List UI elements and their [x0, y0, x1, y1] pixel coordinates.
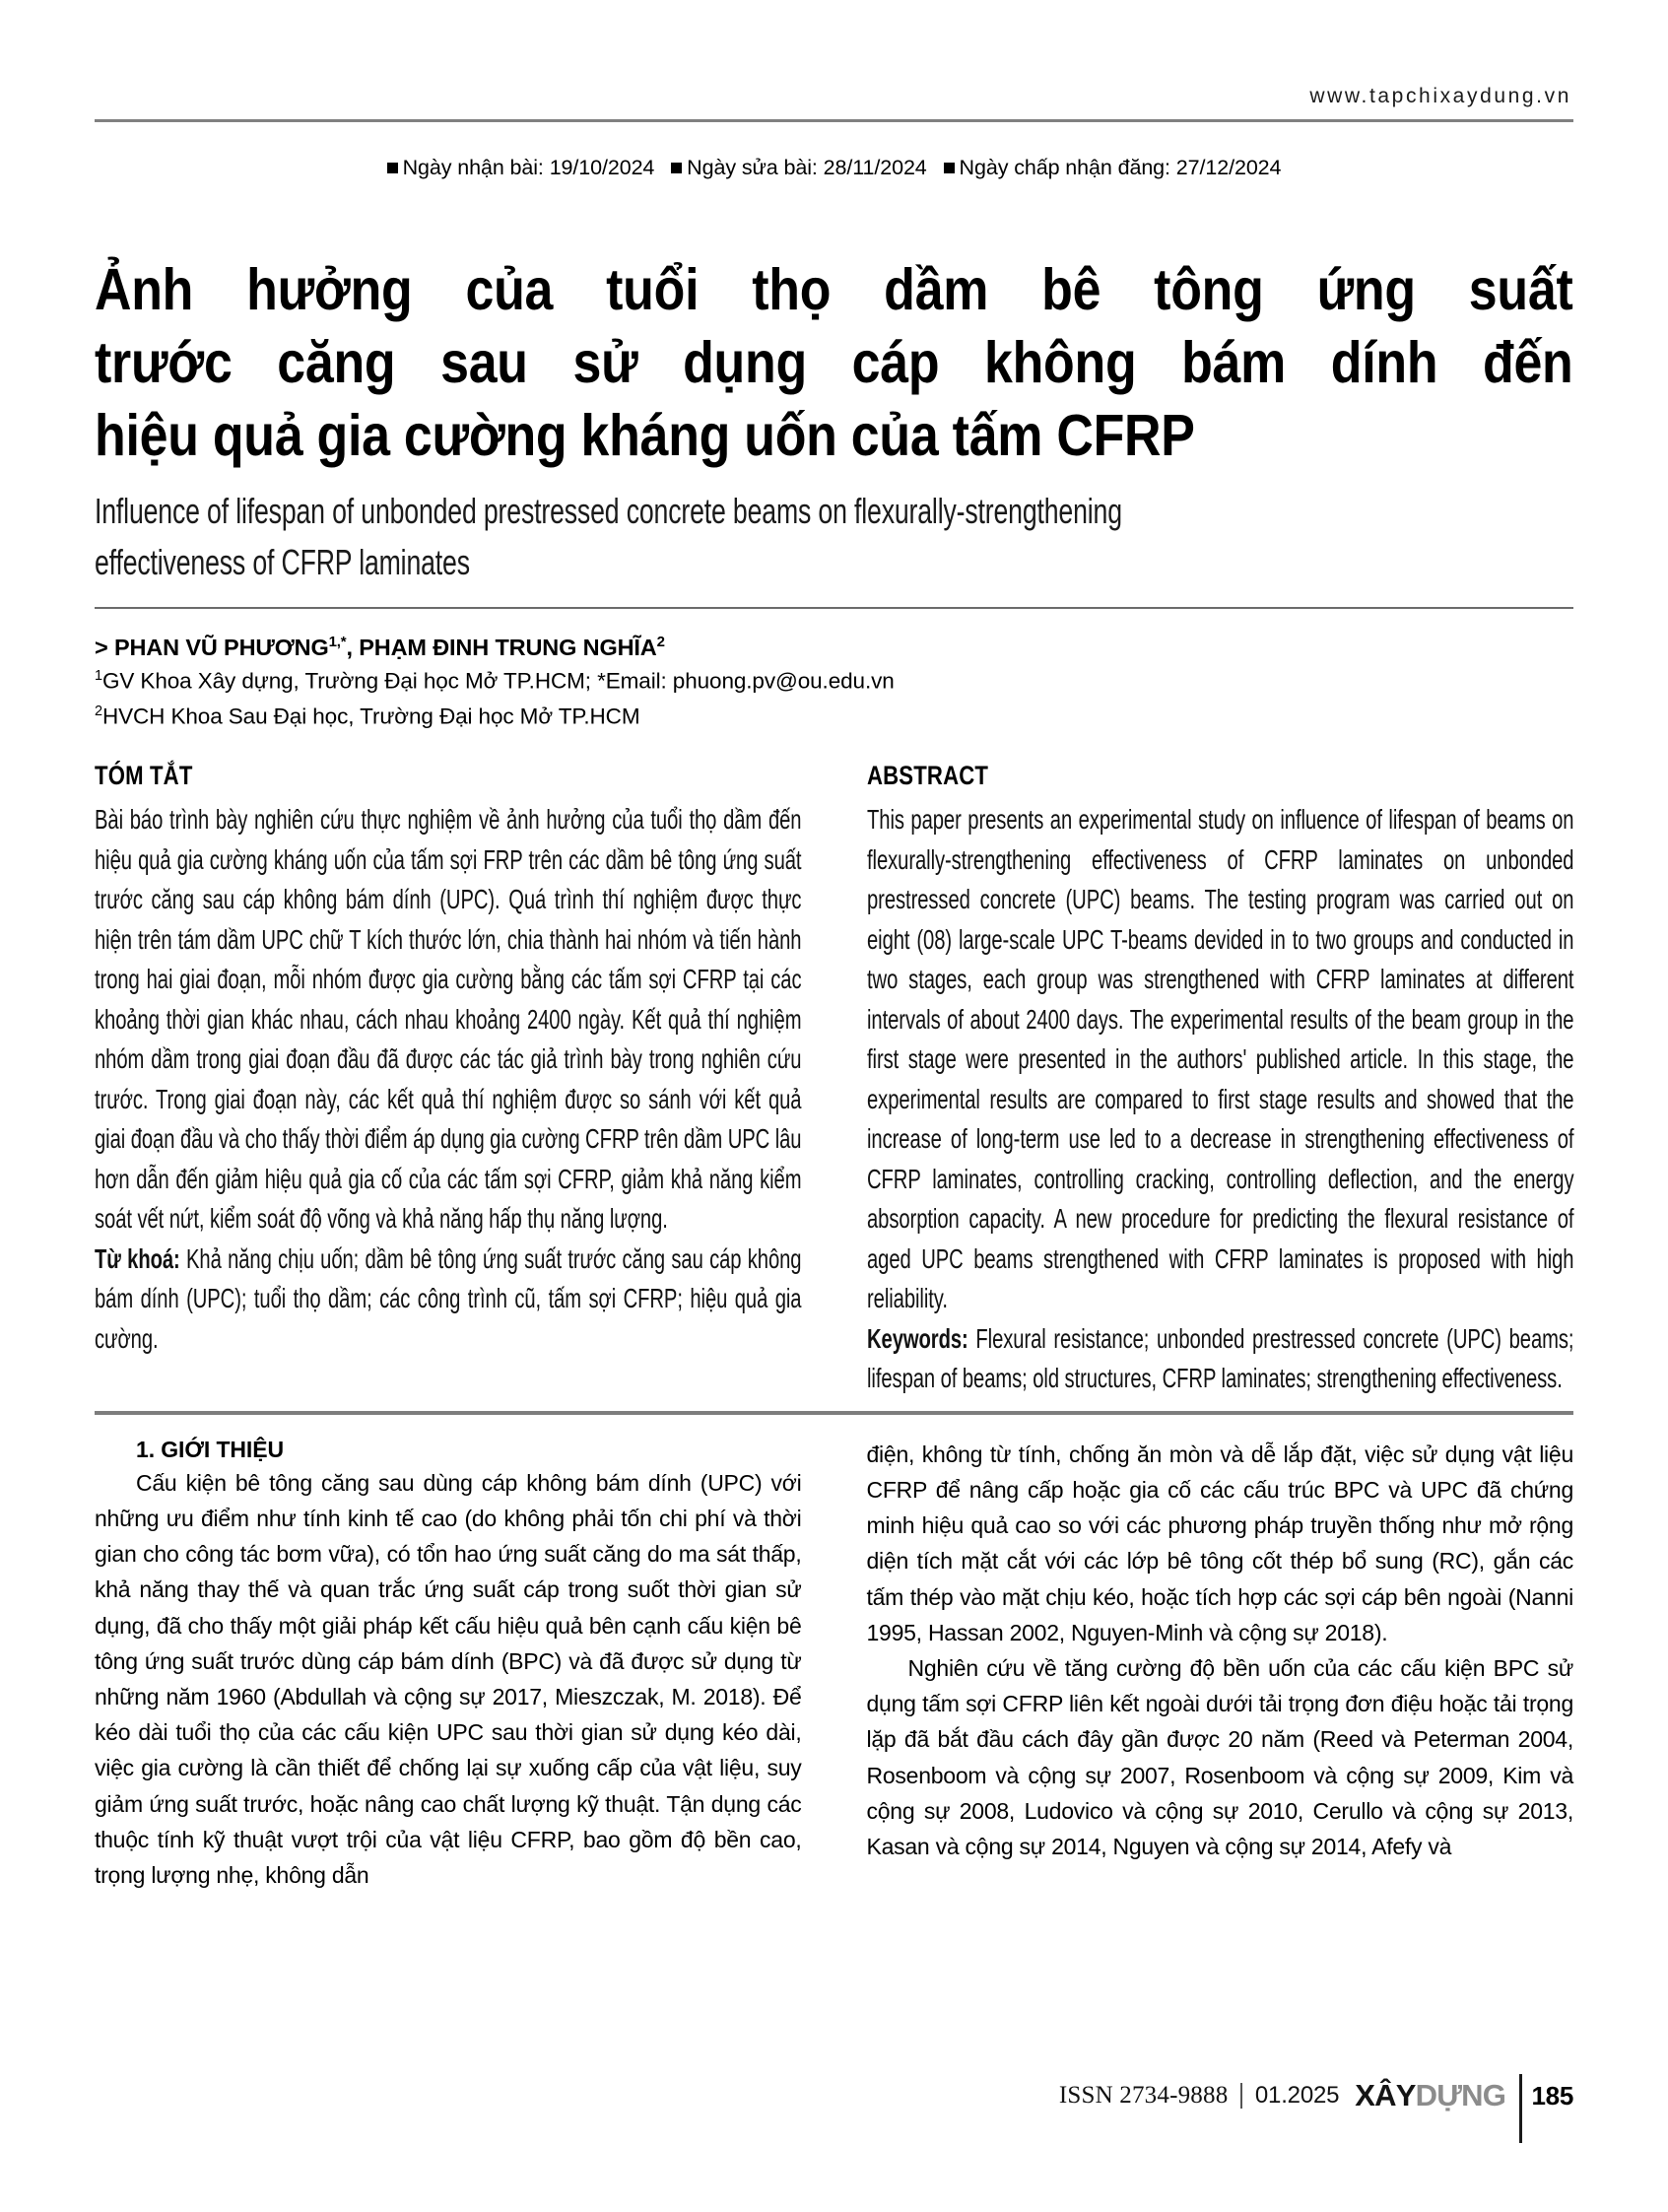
keywords-en [867, 1319, 1573, 1399]
article-title-vi [95, 253, 1573, 472]
title-vi-line-1: Ảnh hưởng của tuổi thọ dầm bê tông ứng suất [95, 257, 1573, 322]
bullet-square-icon [944, 163, 955, 173]
body-right-paragraph-2: Nghiên cứu về tăng cường độ bền uốn của các cấu kiện BPC sử dụng tấm sợi CFRP liên kết ngoài dưới tải trọng đơn điệu hoặc tải trọng lặp đã bắt đầu cách đây gần được 20 năm (Reed và Peterman 2004, Rosenboom và cộng sự 2007, Rosenboom và cộng sự 2009, Kim và cộng sự 2008, Ludovico và cộng sự 2010, Cerullo và cộng sự 2013, Kasan và cộng sự 2014, Nguyen và cộng sự 2014, Afefy và [866, 1655, 1573, 1860]
title-en-line-1: Influence of lifespan of unbonded prestressed concrete beams on flexurally-strengthening [95, 491, 1122, 531]
issn-text: ISSN 2734-9888 [1058, 2082, 1229, 2109]
author-name-separator: , PHẠM ĐINH TRUNG NGHĨA [346, 634, 657, 660]
affiliation-1-text: GV Khoa Xây dựng, Trường Đại học Mở TP.HCM; *Email: phuong.pv@ou.edu.vn [101, 668, 895, 694]
abstract-section [95, 761, 1573, 1399]
affiliation-1 [95, 661, 1573, 697]
affiliation-2-marker: 2 [95, 703, 102, 719]
abstract-vi-paragraph: Bài báo trình bày nghiên cứu thực nghiệm về ảnh hưởng của tuổi thọ dầm đến hiệu quả gia cường kháng uốn của tấm sợi FRP trên các dầm bê tông ứng suất trước căng sau cáp không bám dính (UPC). Quá trình thí nghiệm được thực hiện trên tám dầm UPC chữ T kích thước lớn, chia thành hai nhóm và tiến hành trong hai giai đoạn, mỗi nhóm được gia cường bằng các tấm sợi CFRP tại các khoảng thời gian khác nhau, cách nhau khoảng 2400 ngày. Kết quả thí nghiệm nhóm dầm trong giai đoạn đầu đã được các tác giả trình bày trong nghiên cứu trước. Trong giai đoạn này, các kết quả thí nghiệm được so sánh với kết quả giai đoạn đầu và cho thấy thời điểm áp dụng gia cường CFRP trên dầm UPC lâu hơn dẫn đến giảm hiệu quả gia cố của các tấm sợi CFRP, giảm khả năng kiểm soát vết nứt, kiểm soát độ võng và khả năng hấp thụ năng lượng. [95, 804, 802, 1235]
footer-separator [1240, 2083, 1242, 2109]
keywords-vi-text: Khả năng chịu uốn; dầm bê tông ứng suất trước căng sau cáp không bám dính (UPC); tuổi thọ dầm; các công trình cũ, tấm sợi CFRP; hiệu quả gia cường. [95, 1242, 802, 1354]
keywords-en-label: Keywords: [866, 1322, 968, 1354]
issue-date: 01.2025 [1254, 2082, 1340, 2109]
abstract-vi-heading: TÓM TẮT [95, 761, 193, 791]
abstract-en-heading: ABSTRACT [866, 761, 988, 791]
accepted-label: Ngày chấp nhận đăng: [959, 156, 1170, 179]
journal-logo-part-1: XÂY [1355, 2078, 1416, 2112]
masthead [95, 0, 1573, 108]
abstract-en-column [867, 761, 1574, 1399]
page-footer [1059, 2074, 1573, 2117]
title-en-line-2: effectiveness of CFRP laminates [95, 542, 470, 582]
header-divider [95, 119, 1573, 122]
title-block [95, 253, 1573, 588]
received-date: 19/10/2024 [549, 156, 655, 179]
journal-logo [1355, 2078, 1505, 2113]
keywords-en-text: Flexural resistance; unbonded prestressed concrete (UPC) beams; lifespan of beams; old structures, CFRP laminates; strengthening effectiveness. [866, 1322, 1573, 1394]
author-1-affil-marker: 1,* [328, 633, 347, 650]
keywords-vi-label: Từ khoá: [95, 1242, 180, 1274]
keywords-vi [95, 1240, 801, 1360]
revised-date: 28/11/2024 [823, 156, 927, 179]
revised-label: Ngày sửa bài: [687, 156, 818, 179]
journal-website-url: www.tapchixaydung.vn [1309, 85, 1571, 107]
author-names [95, 628, 1573, 662]
abstract-vi-column [95, 761, 802, 1399]
author-1-name: > PHAN VŨ PHƯƠNG [95, 634, 329, 660]
body-right-text [867, 1437, 1574, 1864]
affiliation-2-text: HVCH Khoa Sau Đại học, Trường Đại học Mở TP.HCM [101, 704, 640, 729]
abstract-divider [95, 1411, 1573, 1415]
bullet-square-icon [387, 163, 398, 173]
abstract-vi-body [95, 800, 801, 1359]
affiliation-2 [95, 697, 1573, 732]
article-title-en [95, 486, 1573, 588]
body-right-column [867, 1437, 1574, 1893]
author-block [95, 628, 1573, 732]
title-divider [95, 607, 1573, 609]
journal-logo-part-2: DỰNG [1415, 2078, 1506, 2112]
submission-dates [95, 156, 1573, 180]
author-2-affil-marker: 2 [656, 633, 665, 650]
received-label: Ngày nhận bài: [402, 156, 544, 179]
title-vi-line-2: trước căng sau sử dụng cáp không bám dính đến [95, 330, 1573, 395]
body-left-paragraph-1: Cấu kiện bê tông căng sau dùng cáp không bám dính (UPC) với những ưu điểm như tính kinh tế cao (do không phải tốn chi phí và thời gian cho công tác bơm vữa), có tổn hao ứng suất căng do ma sát thấp, khả năng thay thế và quan trắc ứng suất cáp trong suốt thời gian sử dụng, đã cho thấy một giải pháp kết cấu hiệu quả bên cạnh cấu kiện bê tông ứng suất trước dùng cáp bám dính (BPC) và đã được sử dụng từ những năm 1960 (Abdullah và cộng sự 2017, Mieszczak, M. 2018). Để kéo dài tuổi thọ của các cấu kiện UPC sau thời gian sử dụng kéo dài, việc gia cường là cần thiết để chống lại sự xuống cấp của vật liệu, suy giảm ứng suất trước, hoặc nâng cao chất lượng kỹ thuật. Tận dụng các thuộc tính kỹ thuật vượt trội của vật liệu CFRP, bao gồm độ bền cao, trọng lượng nhẹ, không dẫn [95, 1469, 802, 1889]
affiliation-1-marker: 1 [95, 668, 102, 685]
bullet-square-icon [671, 163, 682, 173]
page-number: 185 [1531, 2080, 1573, 2111]
body-left-column [95, 1437, 802, 1893]
abstract-en-body [867, 800, 1573, 1399]
abstract-en-paragraph: This paper presents an experimental study on influence of lifespan of beams on flexurally-strengthening effectiveness of CFRP laminates on unbonded prestressed concrete (UPC) beams. The testing program was carried out on eight (08) large-scale UPC T-beams devided in to two groups and conducted in two stages, each group was strengthened with CFRP laminates at different intervals of about 2400 days. The experimental results of the beam group in the first stage were presented in the authors' published article. In this stage, the experimental results are compared to first stage results and showed that the increase of long-term use led to a decrease in strengthening effectiveness of CFRP laminates, controlling cracking, controlling deflection, and the energy absorption capacity. A new procedure for predicting the flexural resistance of aged UPC beams strengthened with CFRP laminates is proposed with high reliability. [866, 804, 1573, 1314]
title-vi-line-3: hiệu quả gia cường kháng uốn của tấm CFRP [95, 403, 1195, 468]
body-section [95, 1437, 1573, 1893]
section-heading-introduction: 1. GIỚI THIỆU [136, 1436, 284, 1462]
body-left-text [95, 1465, 802, 1893]
accepted-date: 27/12/2024 [1175, 156, 1282, 179]
body-right-paragraph-1: điện, không từ tính, chống ăn mòn và dễ lắp đặt, việc sử dụng vật liệu CFRP để nâng cấp hoặc gia cố các cấu trúc BPC và UPC đã chứng minh hiệu quả cao so với các phương pháp truyền thống như mở rộng diện tích mặt cắt với các lớp bê tông cốt thép bổ sung (RC), gắn các tấm thép vào mặt chịu kéo, hoặc tích hợp các sợi cáp bên ngoài (Nanni 1995, Hassan 2002, Nguyen-Minh và cộng sự 2018). [866, 1441, 1573, 1645]
page-number-divider [1519, 2074, 1522, 2143]
